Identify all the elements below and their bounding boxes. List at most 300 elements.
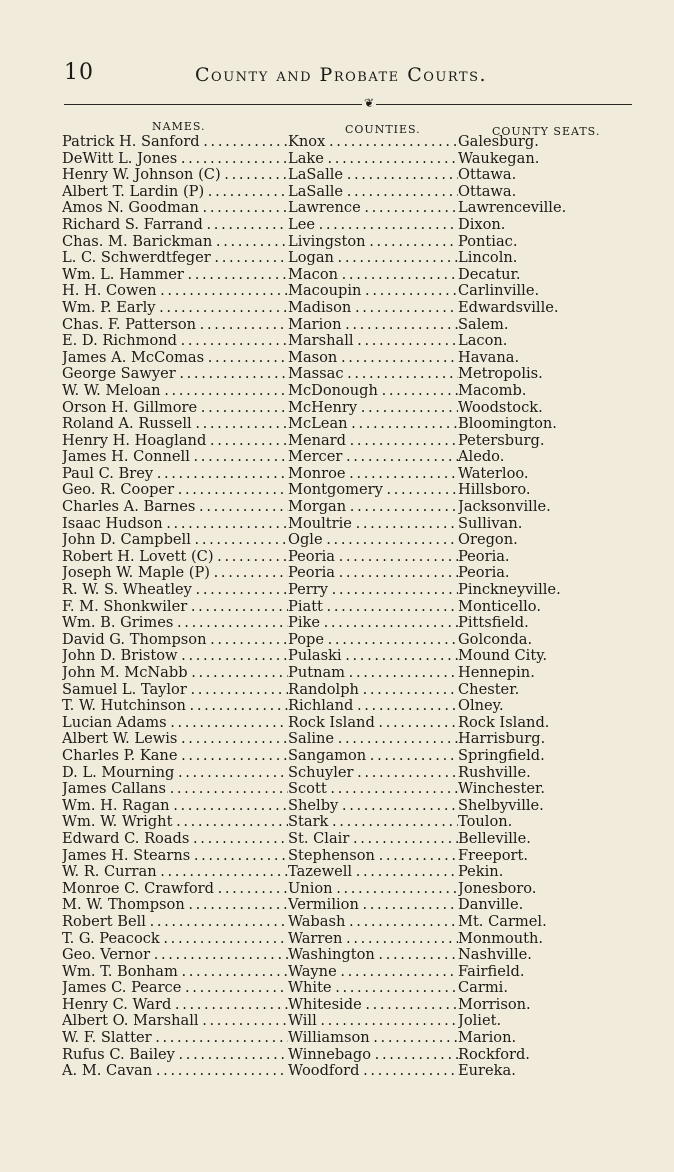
county-name-text: Stephenson — [288, 847, 375, 864]
county-seat-text: Monticello. — [458, 598, 541, 615]
county-seat-text: Pinckneyville. — [458, 582, 561, 599]
county-seat-text: Oregon. — [458, 532, 518, 549]
judge-name — [62, 300, 288, 317]
judge-name-text: James A. McComas — [62, 349, 205, 366]
judge-name-text: James H. Connell — [62, 449, 190, 466]
county-name-text: Peoria — [288, 565, 335, 582]
listing-row — [62, 466, 592, 483]
ornament-icon: ❦ — [364, 96, 375, 110]
county-seat — [458, 947, 598, 964]
county-seat — [458, 217, 598, 234]
column-header-names: NAMES. — [152, 120, 206, 133]
county-name — [288, 665, 458, 682]
listing-row — [62, 200, 592, 217]
county-name — [288, 267, 458, 284]
judge-name — [62, 184, 288, 201]
county-seat — [458, 416, 598, 433]
listing-row — [62, 881, 592, 898]
judge-name — [62, 632, 288, 649]
county-name — [288, 516, 458, 533]
judge-name-text: Robert H. Lovett (C) — [62, 548, 214, 565]
county-seat-text: Nashville. — [458, 947, 532, 964]
judge-name-text: A. M. Cavan — [62, 1063, 153, 1080]
judge-name-text: D. L. Mourning — [62, 764, 175, 781]
county-seat-text: Ottawa. — [458, 183, 517, 200]
county-seat — [458, 300, 598, 317]
county-name-text: Union — [288, 880, 333, 897]
judge-name — [62, 565, 288, 582]
judge-name — [62, 151, 288, 168]
judge-name — [62, 931, 288, 948]
county-name-text: Perry — [288, 582, 328, 599]
county-name-text: Richland — [288, 698, 354, 715]
judge-name-text: David G. Thompson — [62, 631, 207, 648]
listing-row — [62, 184, 592, 201]
county-seat-text: Freeport. — [458, 847, 528, 864]
judge-name-text: Wm. B. Grimes — [62, 615, 174, 632]
judge-name-text: Wm. W. Wright — [62, 814, 173, 831]
county-seat-text: Monmouth. — [458, 930, 544, 947]
county-seat — [458, 715, 598, 732]
county-seat — [458, 466, 598, 483]
judge-name-text: W. R. Curran — [62, 864, 157, 881]
county-seat — [458, 1013, 598, 1030]
county-name — [288, 814, 458, 831]
listing-row — [62, 848, 592, 865]
county-name — [288, 200, 458, 217]
county-name-text: Macon — [288, 266, 339, 283]
county-seat-text: Peoria. — [458, 548, 510, 565]
county-name-text: Morgan — [288, 499, 347, 516]
county-seat-text: Belleville. — [458, 830, 531, 847]
county-name — [288, 400, 458, 417]
county-name-text: Washington — [288, 947, 375, 964]
judge-name — [62, 980, 288, 997]
county-seat — [458, 665, 598, 682]
county-name — [288, 350, 458, 367]
county-seat — [458, 648, 598, 665]
county-name-text: Winnebago — [288, 1046, 372, 1063]
county-name — [288, 615, 458, 632]
listing-row — [62, 1030, 592, 1047]
county-name-text: Monroe — [288, 465, 346, 482]
county-name — [288, 897, 458, 914]
county-seat — [458, 134, 598, 151]
county-seat-text: Waterloo. — [458, 465, 529, 482]
county-seat-text: Winchester. — [458, 781, 546, 798]
county-name-text: Stark — [288, 814, 329, 831]
judge-name — [62, 615, 288, 632]
county-seat — [458, 897, 598, 914]
county-name — [288, 931, 458, 948]
county-name — [288, 765, 458, 782]
county-seat — [458, 532, 598, 549]
judge-name — [62, 333, 288, 350]
judge-name — [62, 748, 288, 765]
county-name — [288, 482, 458, 499]
listing-row — [62, 267, 592, 284]
judge-name-text: James Callans — [62, 781, 166, 798]
judge-name-text: Rufus C. Bailey — [62, 1046, 175, 1063]
judge-name — [62, 267, 288, 284]
county-name — [288, 383, 458, 400]
page-number: 10 — [64, 60, 94, 85]
judge-name — [62, 499, 288, 516]
county-name-text: Piatt — [288, 598, 323, 615]
county-name-text: Lee — [288, 216, 315, 233]
listing-row — [62, 964, 592, 981]
county-name-text: Pulaski — [288, 648, 342, 665]
judge-name-text: M. W. Thompson — [62, 897, 185, 914]
county-seat-text: Aledo. — [458, 449, 505, 466]
judge-name — [62, 599, 288, 616]
judge-name-text: John M. McNabb — [62, 665, 188, 681]
judge-name — [62, 532, 288, 549]
county-name — [288, 798, 458, 815]
listing-row — [62, 433, 592, 450]
county-seat-text: Harrisburg. — [458, 731, 546, 748]
judge-name-text: Henry C. Ward — [62, 996, 172, 1013]
county-name-text: Pike — [288, 615, 320, 632]
judge-name — [62, 682, 288, 699]
county-name-text: Macoupin — [288, 283, 362, 300]
county-seat — [458, 167, 598, 184]
judge-name — [62, 217, 288, 234]
judge-name-text: Wm. H. Ragan — [62, 797, 170, 814]
county-name-text: Massac — [288, 366, 344, 383]
county-seat-text: Havana. — [458, 349, 520, 366]
county-seat-text: Shelbyville. — [458, 797, 544, 814]
judge-name-text: James C. Pearce — [62, 980, 182, 997]
judge-name — [62, 798, 288, 815]
county-seat — [458, 632, 598, 649]
county-seat — [458, 516, 598, 533]
listing-row — [62, 217, 592, 234]
listing-row — [62, 383, 592, 400]
county-name-text: White — [288, 980, 332, 997]
judge-name — [62, 648, 288, 665]
judge-name — [62, 997, 288, 1014]
county-name-text: McLean — [288, 416, 348, 433]
county-name-text: Sangamon — [288, 747, 367, 764]
judge-name — [62, 781, 288, 798]
listing-row — [62, 632, 592, 649]
county-seat — [458, 881, 598, 898]
county-name — [288, 632, 458, 649]
county-seat — [458, 1047, 598, 1064]
judge-name — [62, 449, 288, 466]
county-seat — [458, 748, 598, 765]
county-name — [288, 980, 458, 997]
court-listing — [62, 134, 592, 1080]
judge-name-text: F. M. Shonkwiler — [62, 598, 188, 615]
judge-name-text: Geo. R. Cooper — [62, 482, 175, 499]
listing-row — [62, 648, 592, 665]
county-seat-text: Danville. — [458, 897, 524, 914]
county-seat-text: Rock Island. — [458, 714, 550, 731]
listing-row — [62, 831, 592, 848]
listing-row — [62, 914, 592, 931]
county-name — [288, 416, 458, 433]
judge-name-text: John D. Campbell — [62, 532, 191, 549]
county-name-text: Warren — [288, 930, 343, 947]
county-seat — [458, 234, 598, 251]
judge-name — [62, 400, 288, 417]
county-name — [288, 648, 458, 665]
county-name-text: Saline — [288, 731, 335, 748]
county-seat-text: Peoria. — [458, 565, 510, 582]
county-name-text: LaSalle — [288, 167, 344, 184]
county-seat-text: Petersburg. — [458, 432, 545, 449]
county-seat-text: Edwardsville. — [458, 299, 559, 316]
county-name-text: Lake — [288, 150, 324, 167]
county-name — [288, 914, 458, 931]
county-name-text: Shelby — [288, 797, 339, 814]
county-name-text: Wabash — [288, 913, 346, 930]
listing-row — [62, 781, 592, 798]
county-seat-text: Hillsboro. — [458, 482, 531, 499]
county-seat-text: Galesburg. — [458, 134, 539, 150]
county-seat-text: Dixon. — [458, 216, 506, 233]
county-name-text: Montgomery — [288, 482, 383, 499]
county-name — [288, 731, 458, 748]
judge-name-text: Henry W. Johnson (C) — [62, 167, 221, 184]
listing-row — [62, 615, 592, 632]
county-seat — [458, 184, 598, 201]
judge-name — [62, 200, 288, 217]
county-seat — [458, 765, 598, 782]
judge-name-text: Wm. T. Bonham — [62, 963, 178, 980]
county-name — [288, 167, 458, 184]
judge-name-text: L. C. Schwerdtfeger — [62, 250, 211, 267]
judge-name-text: John D. Bristow — [62, 648, 178, 665]
judge-name — [62, 416, 288, 433]
county-name — [288, 234, 458, 251]
county-seat-text: Springfield. — [458, 747, 545, 764]
county-seat-text: Carmi. — [458, 980, 508, 997]
county-name-text: Will — [288, 1013, 317, 1030]
county-seat-text: Lacon. — [458, 333, 508, 350]
listing-row — [62, 482, 592, 499]
header-rule — [64, 104, 632, 105]
judge-name — [62, 234, 288, 251]
county-seat-text: Olney. — [458, 698, 504, 715]
county-name-text: LaSalle — [288, 183, 344, 200]
county-seat — [458, 848, 598, 865]
county-seat-text: Pittsfield. — [458, 615, 529, 632]
county-seat-text: Hennepin. — [458, 665, 535, 681]
county-seat — [458, 549, 598, 566]
judge-name-text: Richard S. Farrand — [62, 216, 203, 233]
county-name — [288, 781, 458, 798]
county-seat — [458, 433, 598, 450]
judge-name-text: Monroe C. Crawford — [62, 880, 214, 897]
judge-name-text: Roland A. Russell — [62, 416, 192, 433]
county-seat — [458, 333, 598, 350]
county-name-text: Mason — [288, 349, 338, 366]
judge-name — [62, 134, 288, 151]
county-name — [288, 283, 458, 300]
judge-name-text: Isaac Hudson — [62, 515, 163, 532]
listing-row — [62, 715, 592, 732]
listing-row — [62, 134, 592, 151]
county-seat-text: Jacksonville. — [458, 499, 551, 516]
listing-row — [62, 665, 592, 682]
county-seat-text: Marion. — [458, 1030, 517, 1047]
judge-name-text: Patrick H. Sanford — [62, 134, 200, 150]
county-name-text: Knox — [288, 134, 326, 150]
listing-row — [62, 1013, 592, 1030]
county-name-text: Marion — [288, 316, 342, 333]
county-seat — [458, 931, 598, 948]
judge-name-text: Orson H. Gillmore — [62, 399, 198, 416]
county-seat-text: Rushville. — [458, 764, 531, 781]
county-seat — [458, 781, 598, 798]
county-seat — [458, 482, 598, 499]
county-seat — [458, 798, 598, 815]
county-seat — [458, 499, 598, 516]
judge-name-text: Paul C. Brey — [62, 465, 154, 482]
county-name-text: Vermilion — [288, 897, 359, 914]
listing-row — [62, 980, 592, 997]
judge-name — [62, 897, 288, 914]
judge-name-text: H. H. Cowen — [62, 283, 157, 300]
listing-row — [62, 234, 592, 251]
county-seat — [458, 400, 598, 417]
county-name — [288, 549, 458, 566]
judge-name — [62, 964, 288, 981]
county-name — [288, 366, 458, 383]
county-name — [288, 715, 458, 732]
county-seat — [458, 698, 598, 715]
listing-row — [62, 682, 592, 699]
listing-row — [62, 565, 592, 582]
judge-name-text: Wm. P. Early — [62, 299, 156, 316]
county-seat — [458, 350, 598, 367]
county-name — [288, 433, 458, 450]
county-name — [288, 499, 458, 516]
county-name-text: Moultrie — [288, 515, 352, 532]
county-name-text: Scott — [288, 781, 327, 798]
county-seat — [458, 864, 598, 881]
county-name — [288, 698, 458, 715]
county-name — [288, 151, 458, 168]
judge-name — [62, 350, 288, 367]
listing-row — [62, 333, 592, 350]
judge-name-text: Wm. L. Hammer — [62, 266, 184, 283]
listing-row — [62, 1047, 592, 1064]
county-seat — [458, 1063, 598, 1080]
county-seat-text: Salem. — [458, 316, 509, 333]
judge-name-text: W. F. Slatter — [62, 1030, 152, 1047]
county-name-text: Whiteside — [288, 996, 362, 1013]
county-seat — [458, 814, 598, 831]
county-name-text: Menard — [288, 432, 346, 449]
judge-name — [62, 864, 288, 881]
listing-row — [62, 449, 592, 466]
county-seat-text: Morrison. — [458, 996, 531, 1013]
county-seat — [458, 200, 598, 217]
listing-row — [62, 864, 592, 881]
judge-name-text: E. D. Richmond — [62, 333, 177, 350]
judge-name — [62, 715, 288, 732]
judge-name-text: Chas. F. Patterson — [62, 316, 197, 333]
listing-row — [62, 997, 592, 1014]
listing-row — [62, 532, 592, 549]
county-name-text: Schuyler — [288, 764, 354, 781]
county-name-text: Rock Island — [288, 714, 375, 731]
county-name — [288, 449, 458, 466]
listing-row — [62, 250, 592, 267]
county-seat-text: Rockford. — [458, 1046, 530, 1063]
judge-name — [62, 1063, 288, 1080]
listing-row — [62, 366, 592, 383]
county-name — [288, 1047, 458, 1064]
county-name — [288, 864, 458, 881]
judge-name — [62, 466, 288, 483]
judge-name-text: Albert O. Marshall — [62, 1013, 199, 1030]
judge-name-text: James H. Stearns — [62, 847, 191, 864]
county-name-text: Madison — [288, 299, 352, 316]
county-name-text: Randolph — [288, 681, 359, 698]
listing-row — [62, 599, 592, 616]
judge-name — [62, 516, 288, 533]
judge-name-text: Albert W. Lewis — [62, 731, 178, 748]
county-name — [288, 300, 458, 317]
county-seat — [458, 980, 598, 997]
county-seat-text: Woodstock. — [458, 399, 543, 416]
county-seat — [458, 1030, 598, 1047]
county-name-text: McDonough — [288, 382, 378, 399]
county-seat-text: Joliet. — [458, 1013, 502, 1030]
county-seat — [458, 914, 598, 931]
county-seat-text: Pontiac. — [458, 233, 518, 250]
county-seat-text: Waukegan. — [458, 150, 540, 167]
county-name — [288, 582, 458, 599]
county-name — [288, 184, 458, 201]
county-seat-text: Mound City. — [458, 648, 548, 665]
county-name-text: Lawrence — [288, 200, 361, 217]
county-seat — [458, 964, 598, 981]
judge-name — [62, 383, 288, 400]
county-seat-text: Pekin. — [458, 864, 504, 881]
judge-name — [62, 482, 288, 499]
judge-name-text: W. W. Meloan — [62, 382, 161, 399]
county-seat-text: Bloomington. — [458, 416, 557, 433]
county-name — [288, 881, 458, 898]
listing-row — [62, 1063, 592, 1080]
county-seat — [458, 151, 598, 168]
county-seat-text: Sullivan. — [458, 515, 523, 532]
county-name — [288, 1030, 458, 1047]
county-name-text: McHenry — [288, 399, 358, 416]
county-seat-text: Chester. — [458, 681, 520, 698]
judge-name — [62, 1047, 288, 1064]
listing-row — [62, 947, 592, 964]
county-name-text: Tazewell — [288, 864, 353, 881]
listing-row — [62, 317, 592, 334]
judge-name-text: R. W. S. Wheatley — [62, 582, 192, 599]
listing-row — [62, 748, 592, 765]
county-seat — [458, 731, 598, 748]
judge-name — [62, 831, 288, 848]
county-seat-text: Fairfield. — [458, 963, 525, 980]
listing-row — [62, 698, 592, 715]
judge-name — [62, 250, 288, 267]
judge-name-text: T. W. Hutchinson — [62, 698, 186, 715]
listing-row — [62, 167, 592, 184]
listing-row — [62, 798, 592, 815]
